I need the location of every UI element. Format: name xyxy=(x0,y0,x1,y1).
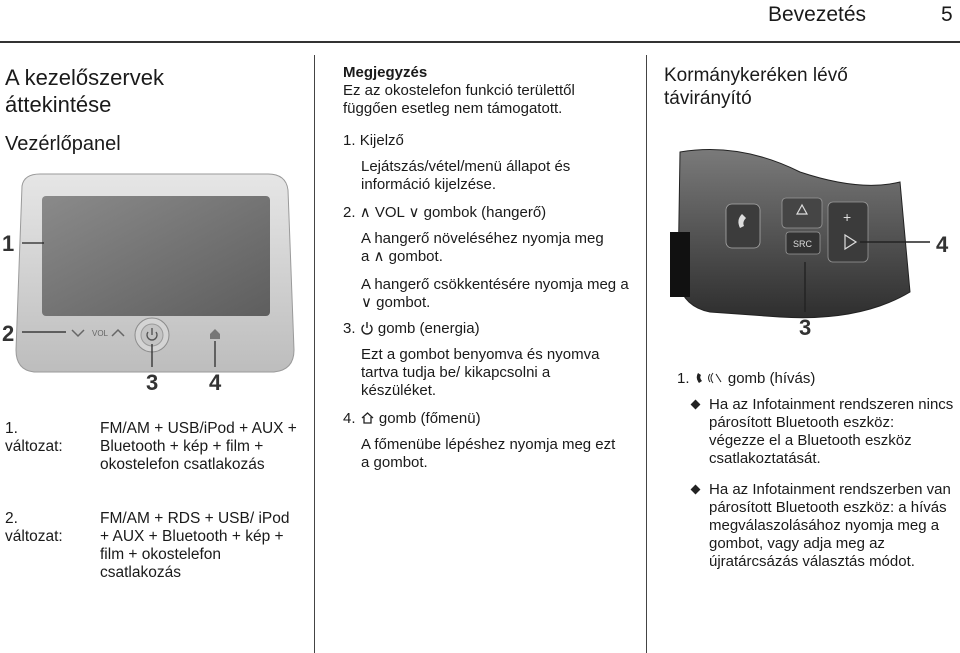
page-number: 5 xyxy=(941,3,953,26)
item-3-desc: Ezt a gombot benyomva és nyomva tartva tudja be/ kikapcsolni a készüléket. xyxy=(361,346,600,399)
item-number: 2. xyxy=(343,204,356,221)
subsection-heading: Vezérlőpanel xyxy=(5,133,121,155)
home-icon xyxy=(360,411,375,425)
variant-label: 1. változat: xyxy=(5,420,63,455)
bullet-icon xyxy=(691,400,701,410)
item-label: gomb (hívás) xyxy=(727,370,816,387)
power-icon xyxy=(360,321,374,335)
bullet-text: Ha az Infotainment rendszeren nincs párosított Bluetooth eszköz: végezze el a Bluetooth eszköz csatlakoztatását. xyxy=(709,396,954,467)
item-2-desc-1: A hangerő növeléséhez nyomja meg a ∧ gombot. xyxy=(361,230,604,265)
phone-icon xyxy=(694,371,724,385)
vol-label: VOL xyxy=(92,329,109,338)
callout-4: 4 xyxy=(209,370,222,395)
item-number: 3. xyxy=(343,320,356,337)
callout-3: 3 xyxy=(799,315,812,340)
callout-4: 4 xyxy=(936,232,949,257)
variant-text: FM/AM + RDS + USB/ iPod + AUX + Bluetooth + kép + film + okostelefon csatlakozás xyxy=(100,510,290,581)
item-4-desc: A főmenübe lépéshez nyomja meg ezt a gombot. xyxy=(361,436,616,471)
header-rule xyxy=(0,41,880,43)
item-number: 4. xyxy=(343,410,356,427)
item-1 xyxy=(343,132,404,150)
item-2 xyxy=(343,204,546,222)
display-screen xyxy=(42,196,270,316)
item-label: ∧ VOL ∨ gombok (hangerő) xyxy=(359,204,547,221)
bullet-icon xyxy=(691,485,701,495)
note-heading: Megjegyzés xyxy=(343,64,428,81)
callout-3: 3 xyxy=(146,370,159,395)
item-label: Kijelző xyxy=(359,132,404,149)
callout-1: 1 xyxy=(2,231,15,256)
section-title: Bevezetés xyxy=(768,3,867,26)
item-number: 1. xyxy=(677,370,690,387)
bullet-1 xyxy=(709,396,954,468)
item-label: gomb (energia) xyxy=(377,320,480,337)
variant-label: 2. változat: xyxy=(5,510,63,545)
column-divider-2 xyxy=(646,55,647,653)
item-2-desc-2: A hangerő csökkentésére nyomja meg a ∨ gombot. xyxy=(361,276,629,311)
right-heading: Kormánykeréken lévő távirányító xyxy=(664,65,848,109)
steering-remote-figure xyxy=(660,142,956,342)
call-item xyxy=(677,370,815,388)
page-header xyxy=(0,0,960,40)
item-number: 1. xyxy=(343,132,356,149)
variant-text: FM/AM + USB/iPod + AUX + Bluetooth + kép + film + okostelefon csatlakozás xyxy=(100,420,297,473)
item-3 xyxy=(343,320,480,338)
note-box xyxy=(343,64,633,118)
column-divider-1 xyxy=(314,55,315,653)
item-label: gomb (főmenü) xyxy=(378,410,481,427)
control-panel-figure xyxy=(0,160,300,400)
header-rule-right xyxy=(880,41,960,43)
plus-icon: + xyxy=(843,209,852,225)
item-4 xyxy=(343,410,481,428)
bullet-text: Ha az Infotainment rendszerben van párosított Bluetooth eszköz: a hívás megválaszolásához nyomja meg a gombot, vagy adja meg az újratárcsázás választás módot. xyxy=(709,481,951,570)
item-1-desc: Lejátszás/vétel/menü állapot és információ kijelzése. xyxy=(361,158,571,193)
note-text: Ez az okostelefon funkció területtől függően esetleg nem támogatott. xyxy=(343,82,575,117)
src-label: SRC xyxy=(793,239,813,249)
bullet-2 xyxy=(709,481,959,571)
section-heading: A kezelőszervek áttekintése xyxy=(5,65,164,117)
callout-2: 2 xyxy=(2,321,15,346)
